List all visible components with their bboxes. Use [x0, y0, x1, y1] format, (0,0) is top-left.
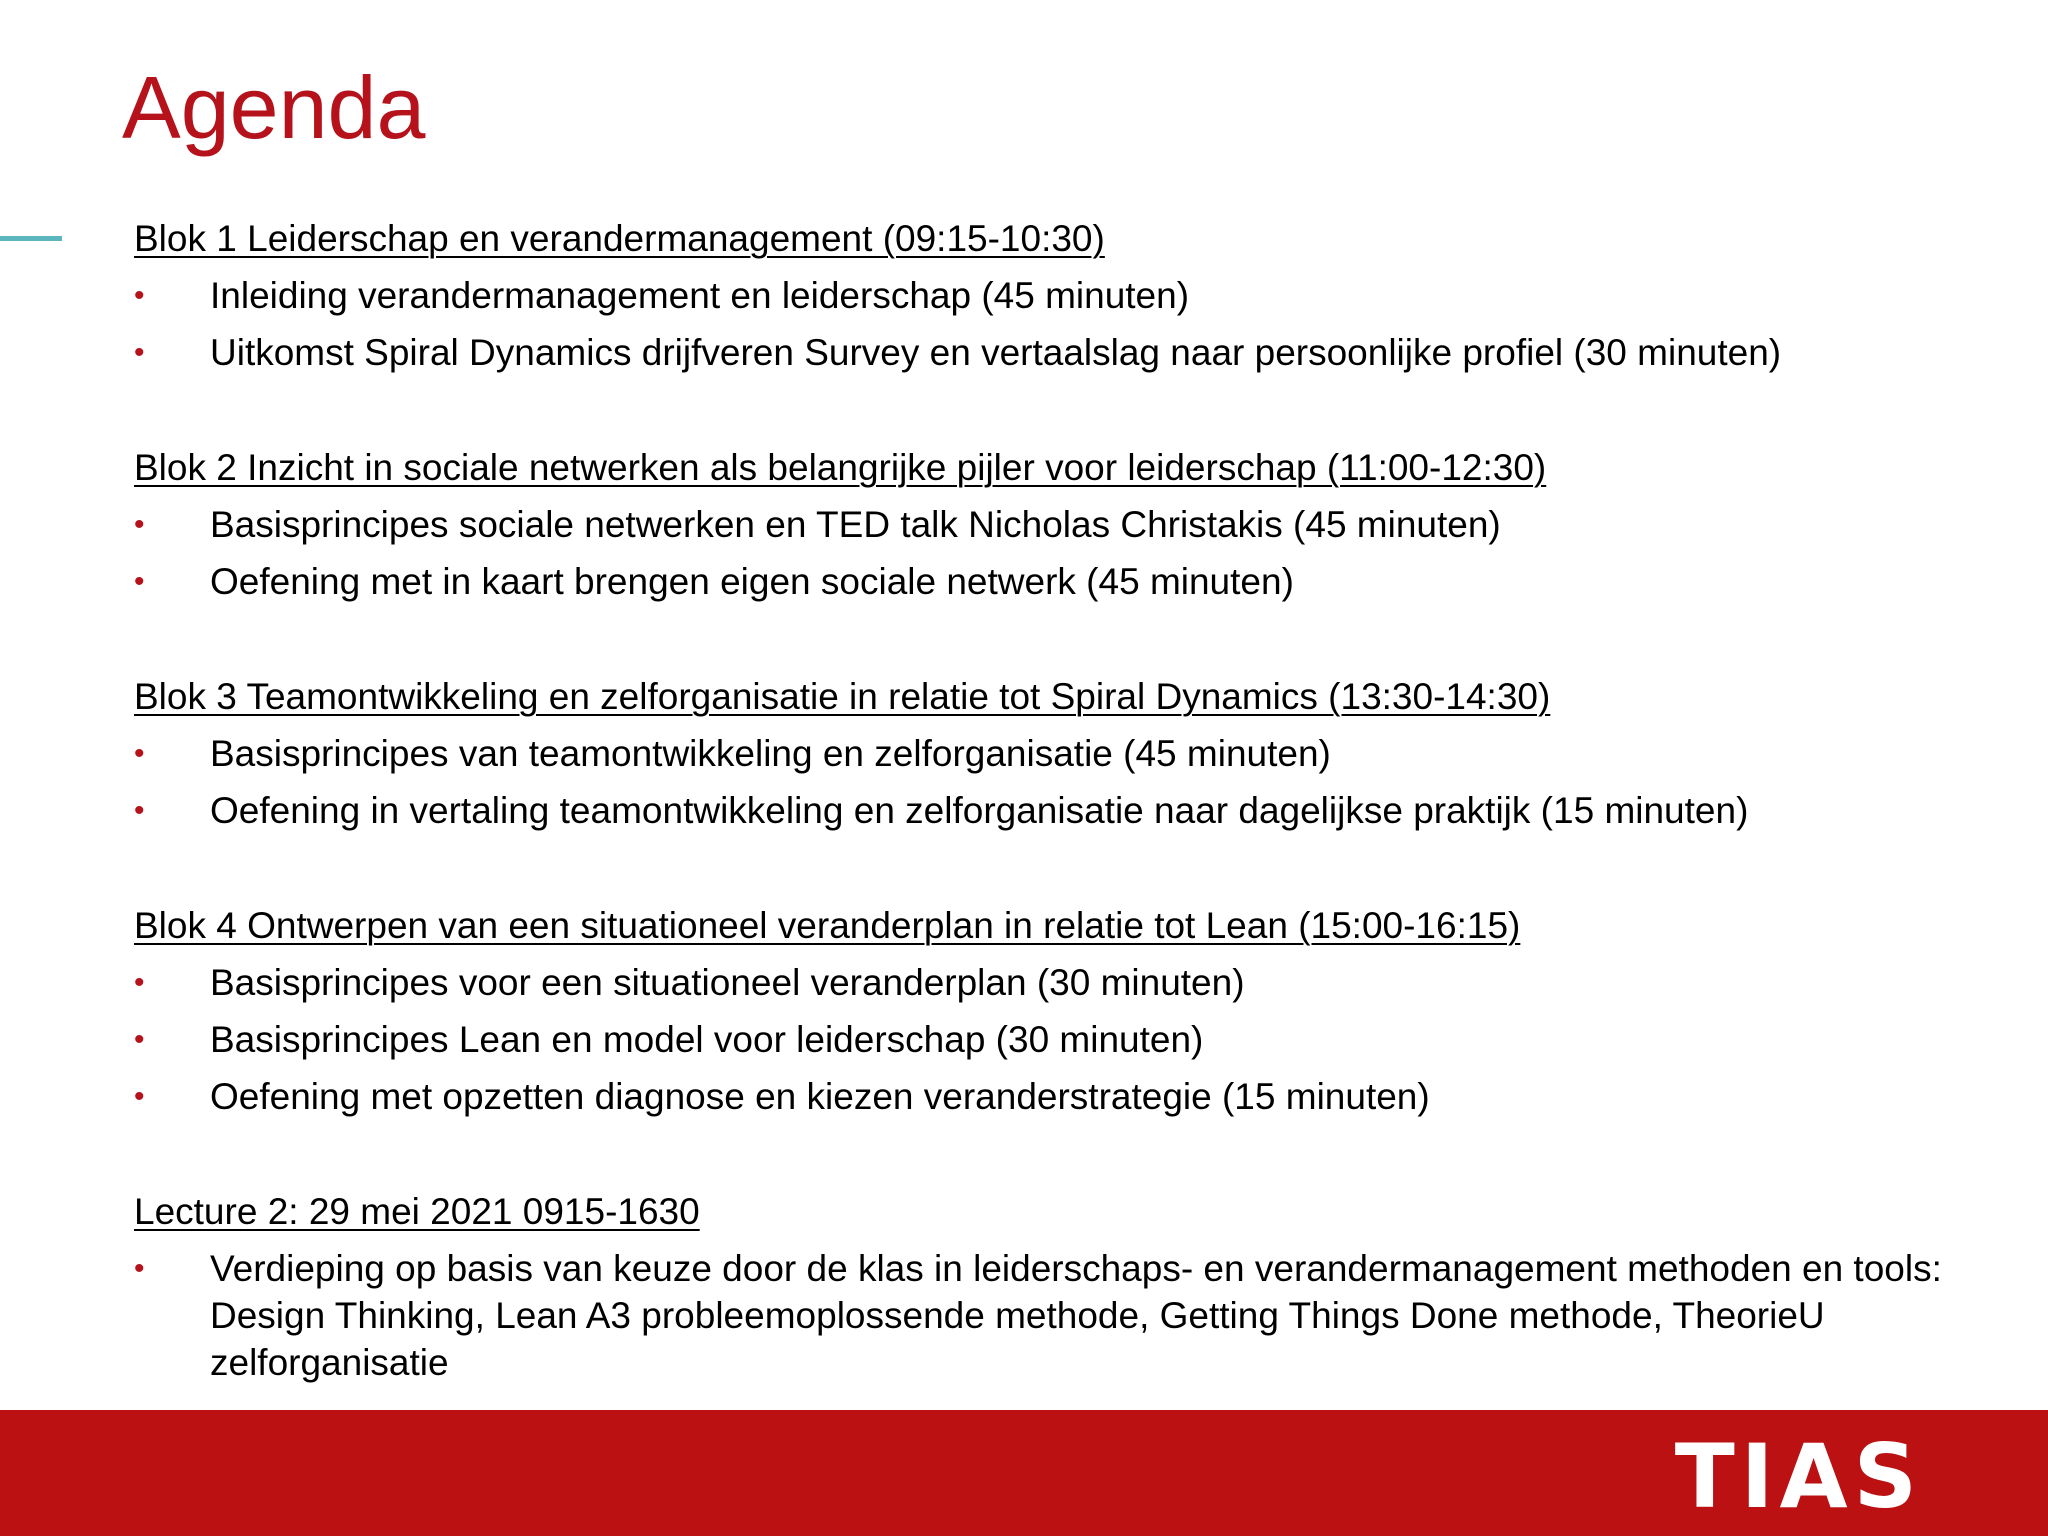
- agenda-block-4: [134, 897, 1974, 1125]
- bullet-item: [134, 267, 1974, 324]
- bullet-text: Uitkomst Spiral Dynamics drijfveren Survey en vertaalslag naar persoonlijke profiel (30 minuten): [210, 332, 1782, 373]
- bullet-icon: •: [134, 1252, 145, 1285]
- bullet-icon: •: [134, 794, 145, 827]
- bullet-item: [134, 553, 1974, 610]
- accent-line: [0, 236, 62, 241]
- block-heading: Blok 4 Ontwerpen van een situationeel veranderplan in relatie tot Lean (15:00-16:15): [134, 905, 1521, 946]
- bullet-text: Verdieping op basis van keuze door de klas in leiderschaps- en verandermanagement methoden en tools: Design Thinking, Lean A3 probleemoplossende methode, Getting Things Done methode, TheorieU zelforganisatie: [210, 1248, 1942, 1383]
- bullet-text: Oefening met opzetten diagnose en kiezen veranderstrategie (15 minuten): [210, 1076, 1430, 1117]
- slide-title: Agenda: [122, 58, 426, 157]
- bullet-list: [134, 496, 1974, 610]
- bullet-text: Basisprincipes voor een situationeel veranderplan (30 minuten): [210, 962, 1245, 1003]
- block-heading: Lecture 2: 29 mei 2021 0915-1630: [134, 1191, 700, 1232]
- agenda-content: [134, 210, 1974, 1444]
- bullet-item: [134, 782, 1974, 839]
- bullet-item: [134, 324, 1974, 381]
- agenda-block-1: [134, 210, 1974, 381]
- bullet-icon: •: [134, 737, 145, 770]
- bullet-text: Oefening in vertaling teamontwikkeling en zelforganisatie naar dagelijkse praktijk (15 minuten): [210, 790, 1749, 831]
- bullet-item: [134, 496, 1974, 553]
- bullet-text: Basisprincipes van teamontwikkeling en zelforganisatie (45 minuten): [210, 733, 1331, 774]
- bullet-text: Basisprincipes Lean en model voor leiderschap (30 minuten): [210, 1019, 1204, 1060]
- block-heading: Blok 3 Teamontwikkeling en zelforganisatie in relatie tot Spiral Dynamics (13:30-14:30): [134, 676, 1551, 717]
- bullet-item: [134, 1068, 1974, 1125]
- bullet-item: [134, 725, 1974, 782]
- bullet-icon: •: [134, 279, 145, 312]
- bullet-icon: •: [134, 1023, 145, 1056]
- bullet-text: Basisprincipes sociale netwerken en TED talk Nicholas Christakis (45 minuten): [210, 504, 1501, 545]
- bullet-text: Oefening met in kaart brengen eigen sociale netwerk (45 minuten): [210, 561, 1294, 602]
- bullet-item: [134, 1240, 1974, 1386]
- agenda-block-3: [134, 668, 1974, 839]
- lecture-block: [134, 1183, 1974, 1386]
- tias-logo: TIAS: [1674, 1425, 1923, 1528]
- bullet-item: [134, 954, 1974, 1011]
- agenda-block-2: [134, 439, 1974, 610]
- bullet-item: [134, 1011, 1974, 1068]
- bullet-list: [134, 954, 1974, 1125]
- bullet-icon: •: [134, 966, 145, 999]
- bullet-icon: •: [134, 565, 145, 598]
- bullet-list: [134, 725, 1974, 839]
- bullet-list: [134, 1240, 1974, 1386]
- bullet-list: [134, 267, 1974, 381]
- footer-bar: [0, 1410, 2048, 1536]
- bullet-icon: •: [134, 1080, 145, 1113]
- block-heading: Blok 2 Inzicht in sociale netwerken als belangrijke pijler voor leiderschap (11:00-12:30): [134, 447, 1547, 488]
- bullet-text: Inleiding verandermanagement en leiderschap (45 minuten): [210, 275, 1190, 316]
- bullet-icon: •: [134, 508, 145, 541]
- bullet-icon: •: [134, 336, 145, 369]
- block-heading: Blok 1 Leiderschap en verandermanagement (09:15-10:30): [134, 218, 1105, 259]
